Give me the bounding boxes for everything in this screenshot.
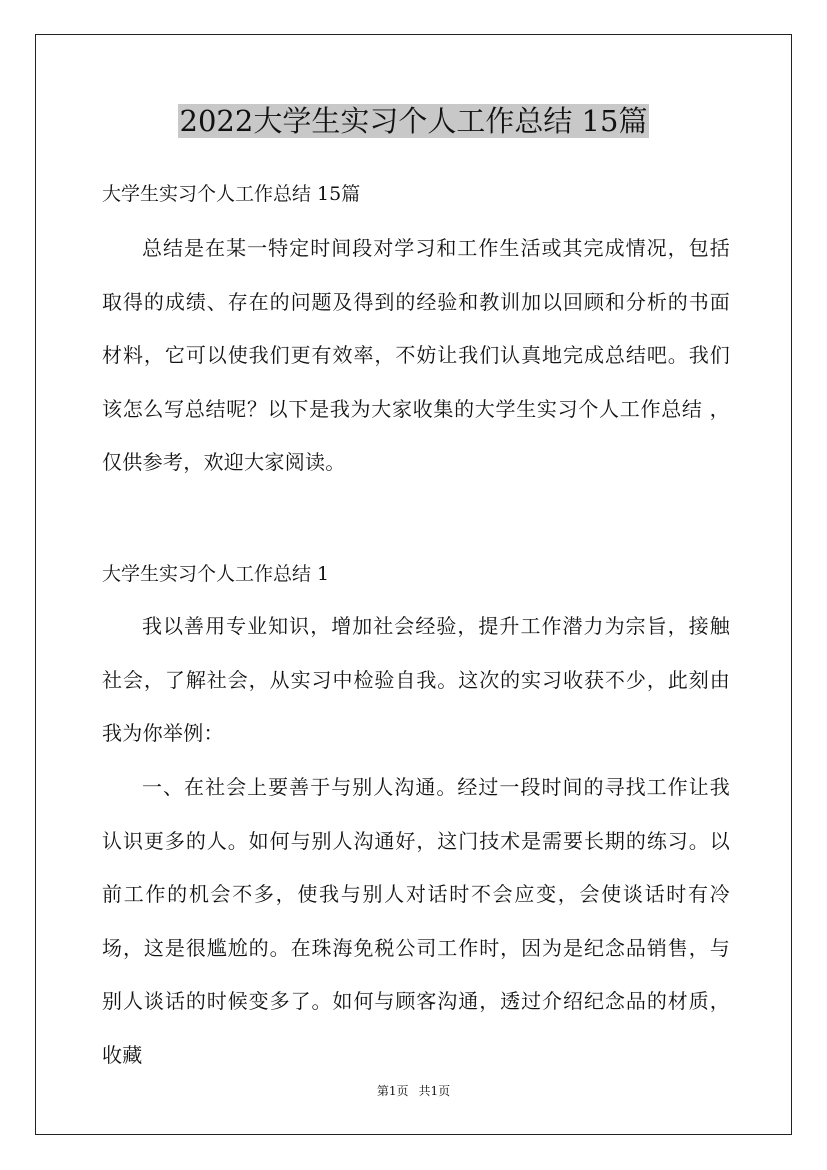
document-title (0, 101, 827, 141)
document-title-text: 2022大学生实习个人工作总结 15篇 (179, 104, 648, 138)
page-footer (0, 1082, 827, 1100)
page-number: 第1页 (376, 1084, 409, 1098)
document-subtitle: 大学生实习个人工作总结 15篇 (102, 183, 361, 205)
section-1-paragraph-1: 我以善用专业知识，增加社会经验，提升工作潜力为宗旨，接触社会，了解社会，从实习中检验自我。这次的实习收获不少，此刻由我为你举例： (102, 614, 730, 745)
page-total: 共1页 (418, 1084, 451, 1098)
section-1-paragraph-2: 一、在社会上要善于与别人沟通。经过一段时间的寻找工作让我认识更多的人。如何与别人沟通好，这门技术是需要长期的练习。以前工作的机会不多，使我与别人对话时不会应变，会使谈话时有冷场，这是很尴尬的。在珠海免税公司工作时，因为是纪念品销售，与别人谈话的时候变多了。如何与顾客沟通，透过介绍纪念品的材质，收藏 (102, 775, 730, 1067)
section-1-heading: 大学生实习个人工作总结 1 (102, 563, 330, 585)
intro-paragraph: 总结是在某一特定时间段对学习和工作生活或其完成情况，包括取得的成绩、存在的问题及得到的经验和教训加以回顾和分析的书面材料，它可以使我们更有效率，不妨让我们认真地完成总结吧。我们该怎么写总结呢？以下是我为大家收集的大学生实习个人工作总结 ，仅供参考，欢迎大家阅读。 (102, 236, 730, 474)
